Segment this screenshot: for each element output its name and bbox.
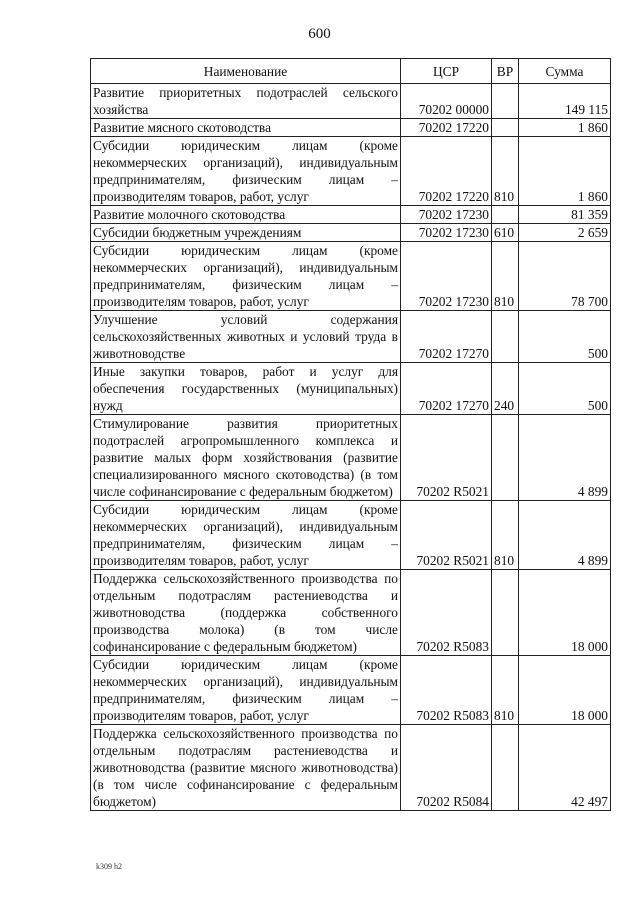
row-name: Поддержка сельскохозяйственного производства по отдельным подотраслям растениеводства и животноводства (поддержка собственного производства молока) (в том числе софинансирование с федеральным бюджетом) bbox=[91, 570, 401, 656]
table-row bbox=[91, 84, 611, 119]
row-csr: 70202 17270 bbox=[401, 363, 492, 415]
row-vr bbox=[492, 119, 519, 137]
row-name: Развитие приоритетных подотраслей сельского хозяйства bbox=[91, 84, 401, 119]
row-vr bbox=[492, 570, 519, 656]
row-name: Субсидии юридическим лицам (кроме некоммерческих организаций), индивидуальным предпринимателям, физическим лицам – производителям товаров, работ, услуг bbox=[91, 137, 401, 206]
row-sum: 500 bbox=[519, 311, 611, 363]
row-csr: 70202 17270 bbox=[401, 311, 492, 363]
header-csr: ЦСР bbox=[401, 59, 492, 84]
row-vr bbox=[492, 206, 519, 224]
header-name: Наименование bbox=[91, 59, 401, 84]
row-name: Стимулирование развития приоритетных подотраслей агропромышленного комплекса и развитие малых форм хозяйствования (развитие специализированного мясного скотоводства) (в том числе софинансирование с федеральным бюджетом) bbox=[91, 415, 401, 501]
row-vr bbox=[492, 415, 519, 501]
row-name: Поддержка сельскохозяйственного производства по отдельным подотраслям растениеводства и животноводства (развитие мясного животноводства) (в том числе софинансирование с федеральным бюджетом) bbox=[91, 725, 401, 811]
row-name: Иные закупки товаров, работ и услуг для обеспечения государственных (муниципальных) нужд bbox=[91, 363, 401, 415]
row-sum: 81 359 bbox=[519, 206, 611, 224]
table-row bbox=[91, 224, 611, 242]
row-vr: 810 bbox=[492, 242, 519, 311]
row-vr: 610 bbox=[492, 224, 519, 242]
row-name: Субсидии юридическим лицам (кроме некоммерческих организаций), индивидуальным предпринимателям, физическим лицам – производителям товаров, работ, услуг bbox=[91, 656, 401, 725]
row-sum: 4 899 bbox=[519, 415, 611, 501]
table-row bbox=[91, 415, 611, 501]
footer-code: k309 h2 bbox=[96, 862, 122, 871]
row-sum: 1 860 bbox=[519, 119, 611, 137]
row-vr bbox=[492, 725, 519, 811]
row-csr: 70202 R5021 bbox=[401, 415, 492, 501]
row-vr bbox=[492, 311, 519, 363]
row-vr: 810 bbox=[492, 501, 519, 570]
row-csr: 70202 17230 bbox=[401, 206, 492, 224]
row-vr: 810 bbox=[492, 137, 519, 206]
row-csr: 70202 17230 bbox=[401, 224, 492, 242]
row-csr: 70202 R5084 bbox=[401, 725, 492, 811]
page-number: 600 bbox=[308, 26, 331, 42]
row-csr: 70202 17220 bbox=[401, 119, 492, 137]
row-sum: 18 000 bbox=[519, 656, 611, 725]
row-name: Развитие мясного скотоводства bbox=[91, 119, 401, 137]
row-csr: 70202 R5083 bbox=[401, 656, 492, 725]
header-vr: ВР bbox=[492, 59, 519, 84]
row-name: Субсидии бюджетным учреждениям bbox=[91, 224, 401, 242]
row-name: Субсидии юридическим лицам (кроме некоммерческих организаций), индивидуальным предпринимателям, физическим лицам – производителям товаров, работ, услуг bbox=[91, 242, 401, 311]
budget-table bbox=[90, 58, 611, 811]
table-row bbox=[91, 725, 611, 811]
table-row bbox=[91, 501, 611, 570]
row-csr: 70202 R5021 bbox=[401, 501, 492, 570]
row-sum: 149 115 bbox=[519, 84, 611, 119]
row-sum: 42 497 bbox=[519, 725, 611, 811]
table-header-row bbox=[91, 59, 611, 84]
row-name: Субсидии юридическим лицам (кроме некоммерческих организаций), индивидуальным предпринимателям, физическим лицам – производителям товаров, работ, услуг bbox=[91, 501, 401, 570]
row-sum: 2 659 bbox=[519, 224, 611, 242]
header-sum: Сумма bbox=[519, 59, 611, 84]
table-row bbox=[91, 119, 611, 137]
row-csr: 70202 00000 bbox=[401, 84, 492, 119]
row-sum: 18 000 bbox=[519, 570, 611, 656]
row-sum: 78 700 bbox=[519, 242, 611, 311]
table-row bbox=[91, 311, 611, 363]
row-vr bbox=[492, 84, 519, 119]
table-row bbox=[91, 363, 611, 415]
row-name: Улучшение условий содержания сельскохозяйственных животных и условий труда в животноводстве bbox=[91, 311, 401, 363]
row-sum: 1 860 bbox=[519, 137, 611, 206]
row-name: Развитие молочного скотоводства bbox=[91, 206, 401, 224]
table-row bbox=[91, 206, 611, 224]
row-vr: 810 bbox=[492, 656, 519, 725]
row-csr: 70202 17220 bbox=[401, 137, 492, 206]
row-sum: 4 899 bbox=[519, 501, 611, 570]
row-vr: 240 bbox=[492, 363, 519, 415]
table-row bbox=[91, 570, 611, 656]
row-csr: 70202 17230 bbox=[401, 242, 492, 311]
row-csr: 70202 R5083 bbox=[401, 570, 492, 656]
table-row bbox=[91, 242, 611, 311]
table-row bbox=[91, 656, 611, 725]
row-sum: 500 bbox=[519, 363, 611, 415]
table-row bbox=[91, 137, 611, 206]
